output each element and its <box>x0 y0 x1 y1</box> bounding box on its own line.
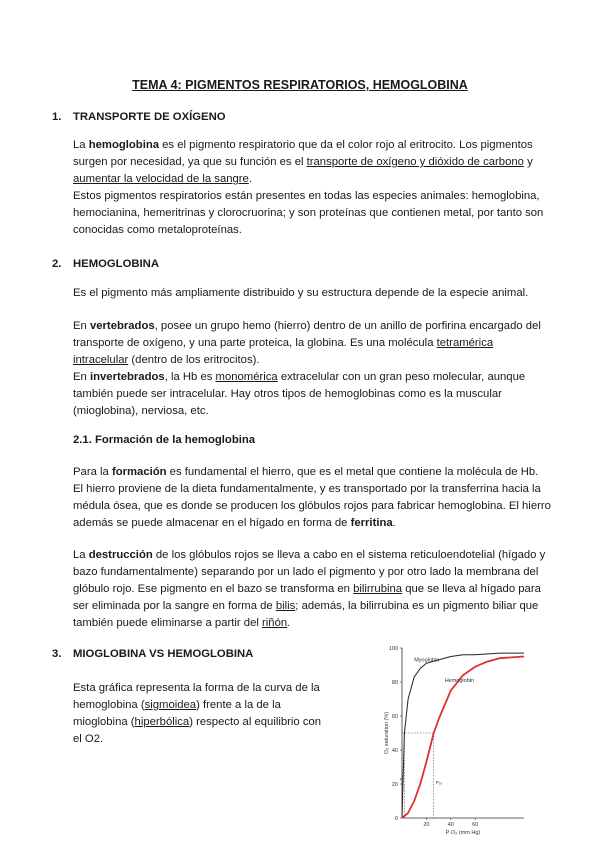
section-title: HEMOGLOBINA <box>73 258 159 270</box>
term: vertebrados <box>89 320 155 332</box>
term: invertebrados <box>89 371 165 383</box>
text: (dentro de los eritrocitos). <box>128 354 260 366</box>
y-tick-label: 40 <box>391 748 398 754</box>
x-tick-label: 20 <box>423 822 430 828</box>
subsection-heading: 2.1. Formación de la hemoglobina <box>73 434 256 446</box>
section-number: 2. <box>52 258 62 270</box>
text: En <box>73 371 90 383</box>
underlined-term: riñón <box>262 617 288 629</box>
text: La <box>73 139 89 151</box>
y-tick-label: 80 <box>391 680 398 686</box>
x-tick-label: 40 <box>447 822 454 828</box>
text: ; además, la bilirrubina es un pigmento biliar que también puede eliminarse a partir del <box>73 600 539 629</box>
term: destrucción <box>88 549 153 561</box>
underlined-term: monomérica <box>215 371 278 383</box>
text: En <box>73 320 90 332</box>
y-tick-label: 20 <box>391 782 398 788</box>
text: y <box>523 156 533 168</box>
underlined-term: bilirrubina <box>353 583 403 595</box>
section-1-paragraph-2: Estos pigmentos respiratorios están presentes en todas las especies animales: hemoglobina, hemocianina, hemeritrinas y clorocruorina; y son proteínas que contienen metal, por tanto son conocidas como metaloproteínas. <box>73 190 544 236</box>
section-3-paragraph <box>73 680 323 748</box>
text: extracelular con un gran peso molecular, aunque también puede ser intracelular. Hay otros tipos de hemoglobinas como es la muscular (mioglobina), nerviosa, etc. <box>73 371 526 417</box>
text: , posee un grupo hemo (hierro) dentro de un anillo de porfirina encargado del transporte de oxígeno, y una parte proteica, la globina. Es una molécula <box>73 320 541 349</box>
text: La <box>73 549 89 561</box>
page-title: TEMA 4: PIGMENTOS RESPIRATORIOS, HEMOGLOBINA <box>132 78 468 92</box>
text: ) frente a la de la mioglobina ( <box>73 699 281 728</box>
term: ferritina <box>350 517 393 529</box>
section-2-paragraph-4 <box>73 464 551 532</box>
text: . <box>287 617 291 629</box>
p50-annotation: P₅₀ <box>399 773 405 781</box>
series-label-hemoglobin: Hemoglobin <box>444 678 475 684</box>
section-2-paragraph-3 <box>73 369 551 420</box>
section-1-paragraph-1 <box>73 137 551 188</box>
underlined-term: hiperbólica <box>134 716 190 728</box>
section-number: 3. <box>52 648 62 660</box>
x-axis-label: P O₂ (mm Hg) <box>445 830 481 836</box>
section-number: 1. <box>52 111 62 123</box>
underlined-term: sigmoidea <box>144 699 197 711</box>
text: Esta gráfica representa la forma de la curva de la hemoglobina ( <box>73 682 320 711</box>
term: hemoglobina <box>88 139 160 151</box>
series-label-myoglobin: Myoglobin <box>414 657 440 664</box>
section-2-heading <box>52 258 159 270</box>
text: ) respecto al equilibrio con el O2. <box>73 716 322 745</box>
text: . <box>248 173 252 185</box>
section-title: MIOGLOBINA VS HEMOGLOBINA <box>73 648 254 660</box>
text: Para la <box>73 466 112 478</box>
underlined-term: aumentar la velocidad de la sangre <box>73 173 249 185</box>
underlined-term: bilis <box>275 600 296 612</box>
text: que se lleva al hígado para ser eliminada por la sangre en forma de <box>73 583 541 612</box>
section-1-heading <box>52 111 226 123</box>
section-2-paragraph-2 <box>73 318 551 369</box>
y-axis-label: O₂ saturation (%) <box>384 711 390 755</box>
text: es el pigmento respiratorio que da el color rojo al eritrocito. Los pigmentos surgen por necesidad, ya que su función es el <box>73 139 533 168</box>
underlined-term: tetramérica intracelular <box>73 337 494 366</box>
term: formación <box>111 466 167 478</box>
section-3-heading <box>52 648 253 660</box>
section-2-paragraph-5 <box>73 547 551 632</box>
text: , la Hb es <box>164 371 216 383</box>
text: . <box>392 517 396 529</box>
y-tick-label: 0 <box>394 816 398 822</box>
p50-annotation: P₅₀ <box>435 780 443 785</box>
section-title: TRANSPORTE DE OXÍGENO <box>73 111 226 123</box>
section-2-paragraph-1: Es el pigmento más ampliamente distribuido y su estructura depende de la especie animal. <box>73 287 529 299</box>
text: de los glóbulos rojos se lleva a cabo en el sistema reticuloendotelial (hígado y bazo fundamentalmente) separando por un lado el pigmento y por otro lado la membrana del glóbulo rojo. Ese pigmento en el bazo se transforma en <box>73 549 546 595</box>
x-tick-label: 60 <box>472 822 479 828</box>
y-tick-label: 100 <box>388 646 398 652</box>
text: es fundamental el hierro, que es el metal que contiene la molécula de Hb. El hierro proviene de la dieta fundamentalmente, y es transportado por la transferrina hacia la médula ósea, que es donde se producen los glóbulos rojos para fabricar hemoglobina. El hierro además se puede almacenar en el hígado en forma de <box>73 466 551 529</box>
underlined-term: transporte de oxígeno y dióxido de carbono <box>306 156 524 168</box>
oxygen-saturation-chart <box>372 640 532 840</box>
y-tick-label: 60 <box>391 714 398 720</box>
